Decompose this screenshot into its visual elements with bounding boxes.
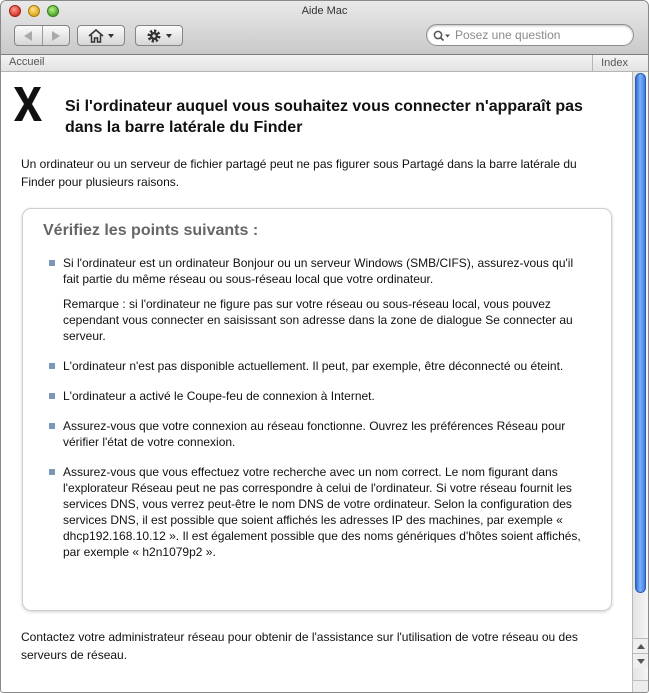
bullet-square-icon bbox=[49, 469, 55, 475]
checklist-heading: Vérifiez les points suivants : bbox=[43, 222, 259, 239]
window-title: Aide Mac bbox=[301, 5, 348, 17]
list-item-text: Assurez-vous que votre connexion au réseau fonctionne. Ouvrez les préférences Réseau pour vérifier l'état de votre connexion. bbox=[63, 419, 566, 449]
search-input[interactable] bbox=[455, 27, 625, 43]
arrow-down-icon bbox=[637, 659, 645, 664]
list-item bbox=[23, 358, 611, 374]
index-link[interactable]: Index bbox=[592, 55, 628, 71]
list-item-text: Si l'ordinateur est un ordinateur Bonjour ou un serveur Windows (SMB/CIFS), assurez-vous qu'il fait partie du même réseau ou sous-réseau local que votre ordinateur. bbox=[63, 256, 574, 286]
forward-button[interactable] bbox=[42, 26, 70, 45]
bullet-square-icon bbox=[49, 363, 55, 369]
help-content bbox=[1, 72, 625, 682]
forward-arrow-icon bbox=[52, 31, 60, 41]
chevron-down-icon bbox=[166, 34, 172, 38]
home-icon bbox=[88, 29, 104, 43]
list-item bbox=[23, 255, 611, 344]
outro-paragraph: Contactez votre administrateur réseau pour obtenir de l'assistance sur l'utilisation de votre réseau ou des serveurs de réseau. bbox=[21, 630, 578, 662]
vertical-scrollbar[interactable] bbox=[632, 72, 648, 682]
list-item-text: Assurez-vous que vous effectuez votre recherche avec un nom correct. Le nom figurant dans l'explorateur Réseau peut ne pas correspondre à celui de l'ordinateur. Si votre réseau fournit les services DNS, vous verrez peut-être le nom DNS de votre ordinateur. Selon la configuration des services DNS, il est possible que soient affichés les adresses IP des machines, par exemple « dhcp192.168.10.12 ». Il est également possible que des noms génériques d'hôtes soient affichés, par exemple « h2n1079p2 ». bbox=[63, 465, 581, 559]
home-button[interactable] bbox=[77, 25, 125, 46]
scroll-thumb[interactable] bbox=[635, 73, 646, 593]
breadcrumb-home[interactable]: Accueil bbox=[9, 56, 45, 68]
x-logo-icon bbox=[13, 86, 43, 122]
list-item bbox=[23, 464, 611, 560]
navigation-bar bbox=[1, 55, 648, 72]
gear-icon bbox=[146, 28, 162, 44]
back-forward-control bbox=[14, 25, 70, 46]
checklist bbox=[23, 255, 611, 574]
arrow-up-icon bbox=[637, 644, 645, 649]
bullet-square-icon bbox=[49, 393, 55, 399]
scroll-down-button[interactable] bbox=[633, 653, 648, 668]
search-icon bbox=[433, 29, 451, 41]
search-field[interactable] bbox=[426, 24, 634, 46]
chevron-down-icon bbox=[108, 34, 114, 38]
action-menu-button[interactable] bbox=[135, 25, 183, 46]
bullet-square-icon bbox=[49, 260, 55, 266]
list-item-text: L'ordinateur a activé le Coupe-feu de connexion à Internet. bbox=[63, 389, 375, 403]
checklist-box bbox=[22, 208, 612, 611]
list-item bbox=[23, 418, 611, 450]
bullet-square-icon bbox=[49, 423, 55, 429]
list-item bbox=[23, 388, 611, 404]
page-title: Si l'ordinateur auquel vous souhaitez vous connecter n'apparaît pas dans la barre latérale du Finder bbox=[65, 98, 583, 136]
title-bar bbox=[1, 1, 648, 55]
intro-paragraph: Un ordinateur ou un serveur de fichier partagé peut ne pas figurer sous Partagé dans la barre latérale du Finder pour plusieurs raisons. bbox=[21, 157, 577, 189]
list-item-note: Remarque : si l'ordinateur ne figure pas sur votre réseau ou sous-réseau local, vous pouvez cependant vous connecter en saisissant son adresse dans la zone de dialogue Se connecter au serveur. bbox=[63, 297, 573, 343]
resize-grip[interactable] bbox=[632, 680, 648, 692]
back-button[interactable] bbox=[15, 26, 42, 45]
back-arrow-icon bbox=[24, 31, 32, 41]
list-item-text: L'ordinateur n'est pas disponible actuellement. Il peut, par exemple, être déconnecté ou éteint. bbox=[63, 359, 564, 373]
scroll-up-button[interactable] bbox=[633, 638, 648, 653]
